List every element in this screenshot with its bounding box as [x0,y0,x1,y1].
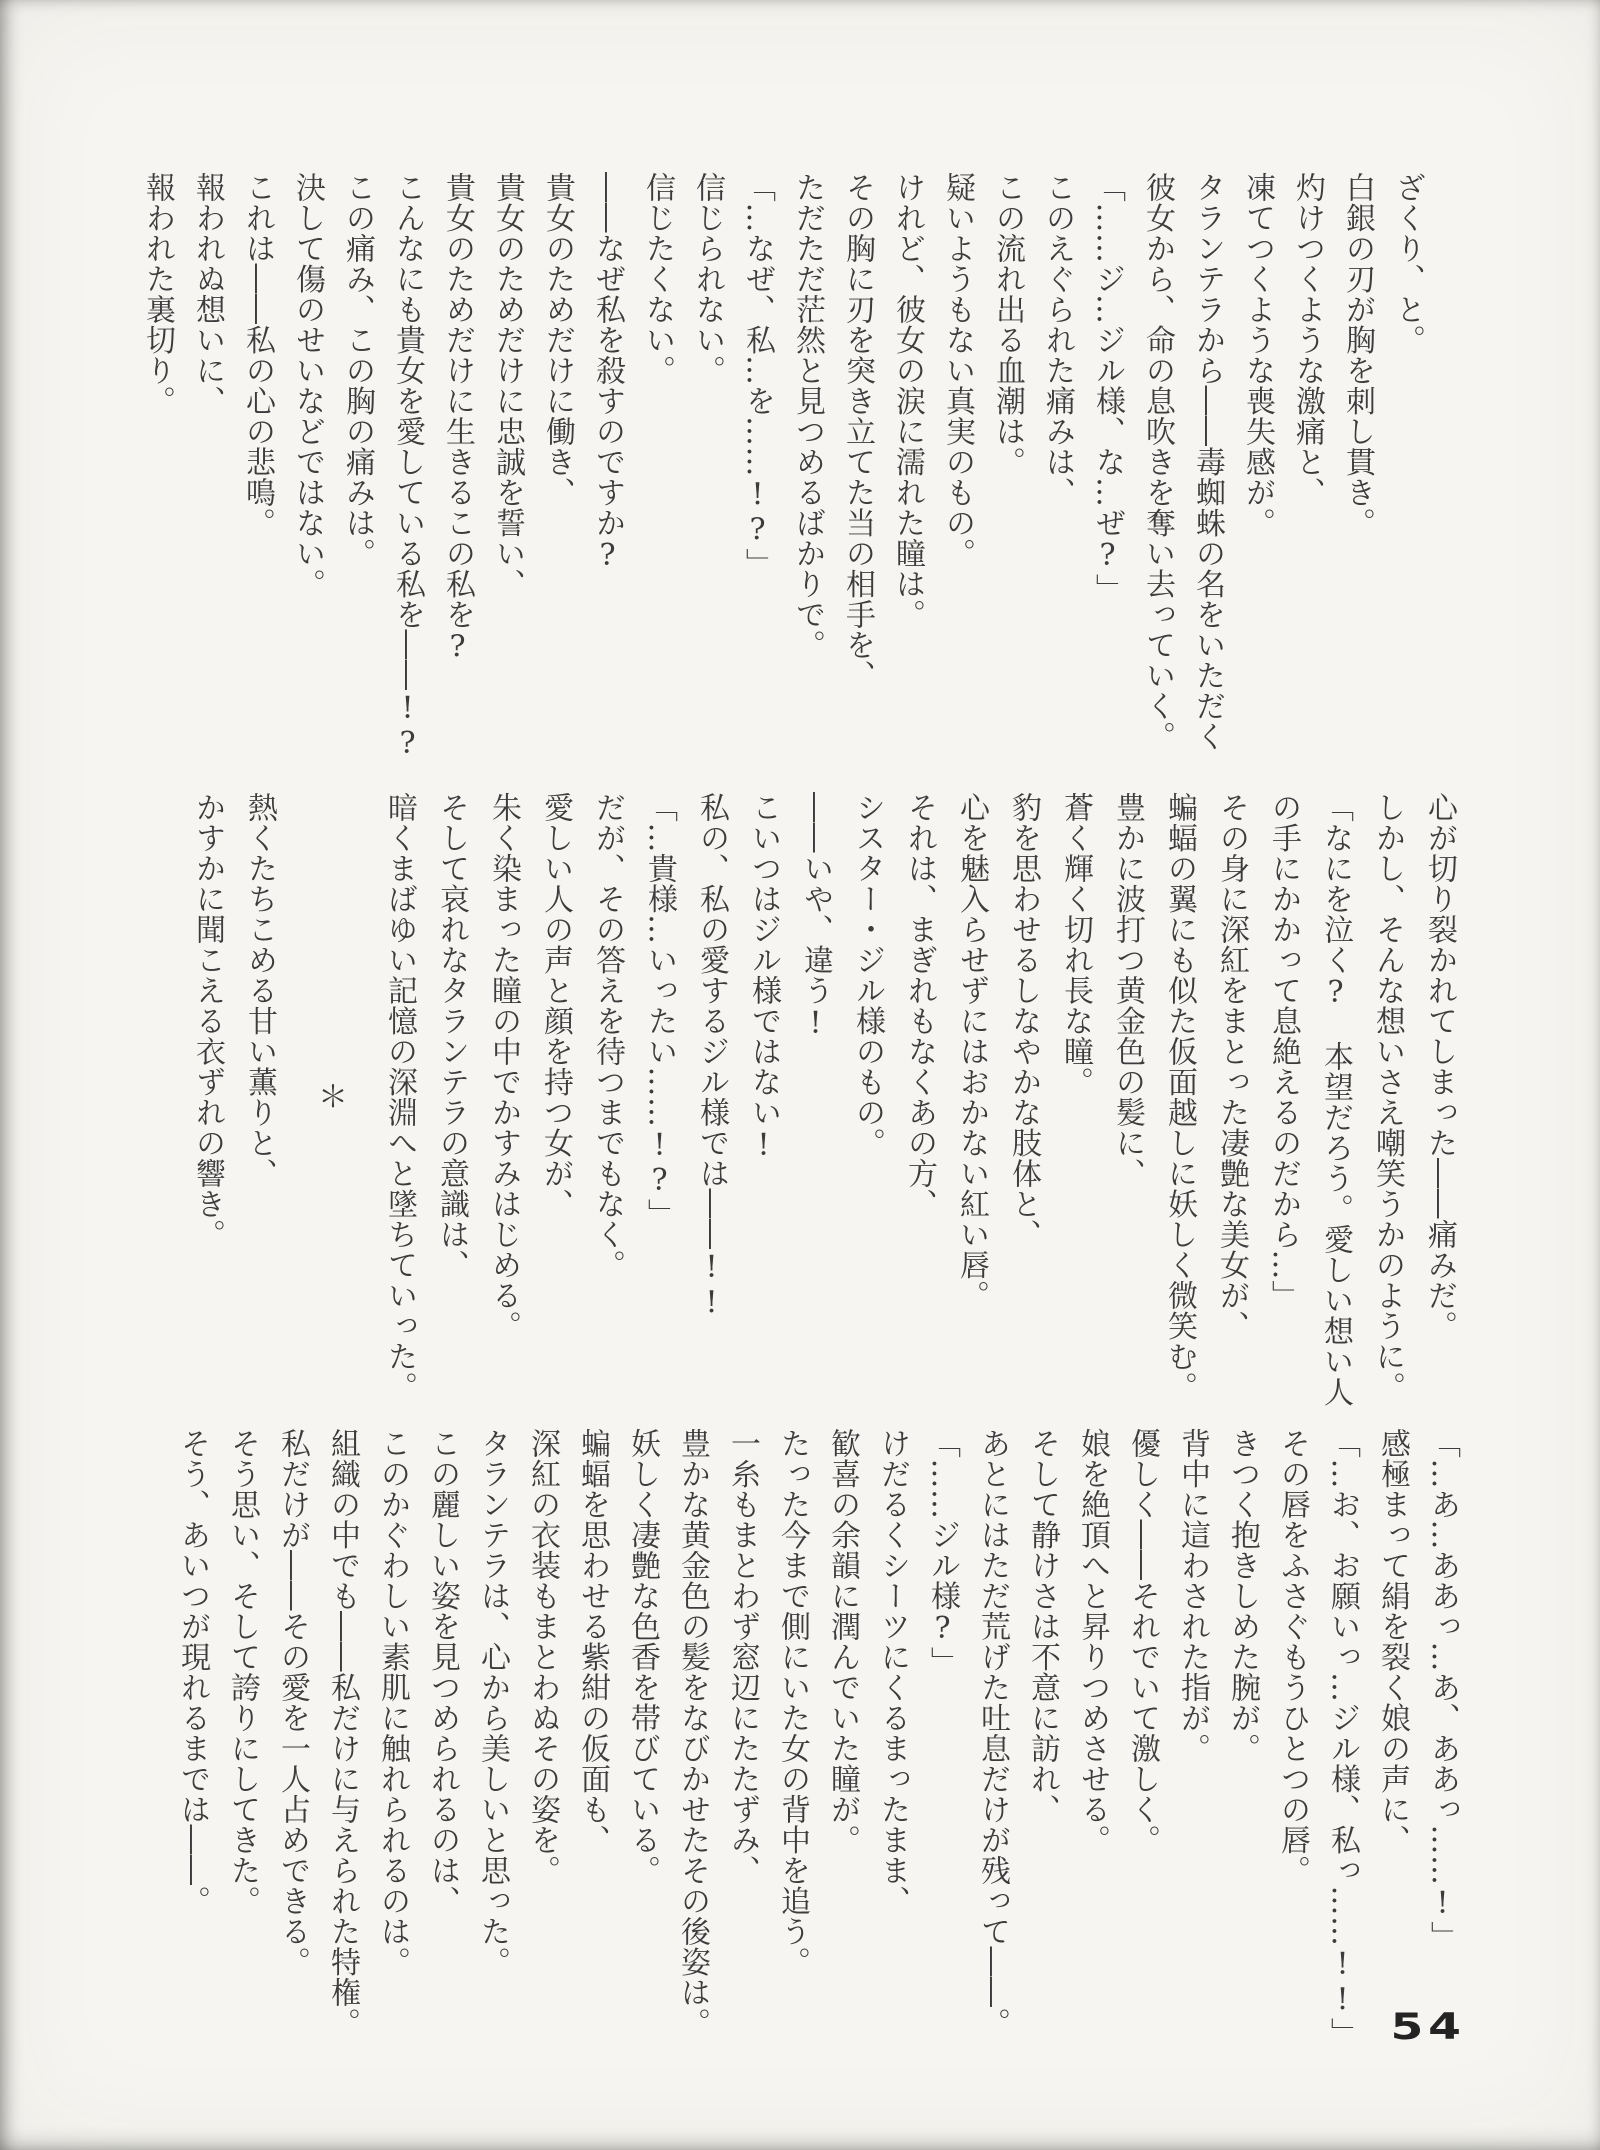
text-line: 報われた裏切り。 [140,172,175,416]
text-line: この流れ出る血潮は。 [990,172,1025,477]
text-line: 決して傷のせいなどではない。 [290,172,325,599]
text-line: 「……ジ…ジル様、な…ぜ?」 [1090,172,1125,604]
text-line: 熱くたちこめる甘い薫りと、 [242,792,277,1189]
section-break-asterisk: ＊ [312,1080,347,1112]
text-line: たった今まで側にいた女の背中を追う。 [775,1428,810,1977]
text-line: そして哀れなタランテラの意識は、 [434,792,469,1280]
text-line: 心を魅入らせずにはおかない紅い唇。 [954,792,989,1311]
text-line: ざくり、と。 [1390,172,1425,355]
text-line: ただただ茫然と見つめるばかりで。 [790,172,825,660]
text-line: けれど、彼女の涙に濡れた瞳は。 [890,172,925,630]
text-line: その身に深紅をまとった凄艶な美女が、 [1214,792,1249,1341]
text-line: 「なにを泣く? 本望だろう。愛しい想い人 [1318,792,1353,1407]
text-line: こんなにも貴女を愛している私を――!? [390,172,425,762]
text-line: その胸に刃を突き立てた当の相手を、 [840,172,875,691]
text-line: 「…お、お願いっ…ジル様、私っ……!!」 [1325,1428,1360,2048]
text-block-bottom [167,1428,1467,2048]
text-line: この痛み、この胸の痛みは。 [340,172,375,569]
text-line: 背中に這わされた指が。 [1175,1428,1210,1764]
text-line: 「…あ…ああっ…あ、ああっ……!」 [1425,1428,1460,1952]
text-line: このかぐわしい素肌に触れられるのは。 [375,1428,410,1977]
text-line: 「…なぜ、私…を……!?」 [740,172,775,579]
text-line: 朱く染まった瞳の中でかすみはじめる。 [486,792,521,1341]
text-line: 深紅の衣装もまとわぬその姿を。 [525,1428,560,1886]
text-line: そう、あいつが現れるまでは――。 [175,1428,210,1916]
text-block-top [132,172,1432,762]
text-line: だが、その答えを待つまでもなく。 [590,792,625,1280]
text-line: けだるくシーツにくるまったまま、 [875,1428,910,1916]
text-line: 凍てつくような喪失感が。 [1240,172,1275,538]
text-line: 娘を絶頂へと昇りつめさせる。 [1075,1428,1110,1855]
text-line: かすかに聞こえる衣ずれの響き。 [190,792,225,1250]
text-line: 組織の中でも――私だけに与えられた特権。 [325,1428,360,2038]
text-line: 貴女のためだけに生きるこの私を? [440,172,475,665]
text-line: 蝙蝠を思わせる紫紺の仮面も、 [575,1428,610,1855]
text-line: ――いや、違う! [798,792,833,1041]
text-line: 信じたくない。 [640,172,675,386]
text-line: タランテラから――毒蜘蛛の名をいただく [1190,172,1225,752]
text-line: 豹を思わせるしなやかな肢体と、 [1006,792,1041,1250]
text-line: ――なぜ私を殺すのですか? [590,172,625,574]
text-line: その唇をふさぐもうひとつの唇。 [1275,1428,1310,1886]
text-line: 歓喜の余韻に潤んでいた瞳が。 [825,1428,860,1855]
text-line: 私だけが――その愛を一人占めできる。 [275,1428,310,1977]
text-line: 一糸もまとわず窓辺にたたずみ、 [725,1428,760,1886]
text-line: 心が切り裂かれてしまった――痛みだ。 [1422,792,1457,1341]
text-line: 愛しい人の声と顔を持つ女が、 [538,792,573,1219]
text-line: 優しく――それでいて激しく。 [1125,1428,1160,1855]
text-line: 蝙蝠の翼にも似た仮面越しに妖しく微笑む。 [1162,792,1197,1402]
text-line: 感極まって絹を裂く娘の声に、 [1375,1428,1410,1855]
text-line: 暗くまばゆい記憶の深淵へと墜ちていった。 [382,792,417,1402]
text-line: 「……ジル様?」 [925,1428,960,1677]
text-line: そう思い、そして誇りにしてきた。 [225,1428,260,1916]
text-line: この麗しい姿を見つめられるのは、 [425,1428,460,1916]
text-line: タランテラは、心から美しいと思った。 [475,1428,510,1977]
text-line: 信じられない。 [690,172,725,386]
text-line: 報われぬ想いに、 [190,172,225,416]
text-line: きつく抱きしめた腕が。 [1225,1428,1260,1764]
text-line: 私の、私の愛するジル様では――!! [694,792,729,1321]
page-number: 54 [1390,2005,1466,2049]
text-line: しかし、そんな想いさえ嘲笑うかのように。 [1370,792,1405,1402]
text-line: 貴女のためだけに忠誠を誓い、 [490,172,525,599]
text-line: そして静けさは不意に訪れ、 [1025,1428,1060,1825]
text-line: こいつはジル様ではない! [746,792,781,1163]
text-line: それは、まぎれもなくあの方、 [902,792,937,1219]
text-line: 灼けつくような激痛と、 [1290,172,1325,508]
text-line: 彼女から、命の息吹きを奪い去っていく。 [1140,172,1175,752]
text-line: このえぐられた痛みは、 [1040,172,1075,508]
text-line: あとにはただ荒げた吐息だけが残って――。 [975,1428,1010,2038]
text-line: これは――私の心の悲鳴。 [240,172,275,538]
text-line: 豊かに波打つ黄金色の髪に、 [1110,792,1145,1189]
text-block-middle [181,792,1465,1407]
text-line: 妖しく凄艶な色香を帯びている。 [625,1428,660,1886]
text-line: シスター・ジル様のもの。 [850,792,885,1158]
text-line: 疑いようもない真実のもの。 [940,172,975,569]
text-line: 蒼く輝く切れ長な瞳。 [1058,792,1093,1097]
text-line: 貴女のためだけに働き、 [540,172,575,508]
text-line: の手にかかって息絶えるのだから…」 [1266,792,1301,1311]
text-line: 白銀の刃が胸を刺し貫き。 [1340,172,1375,538]
text-line: 豊かな黄金色の髪をなびかせたその後姿は。 [675,1428,710,2038]
text-line: 「…貴様…いったい……!?」 [642,792,677,1229]
